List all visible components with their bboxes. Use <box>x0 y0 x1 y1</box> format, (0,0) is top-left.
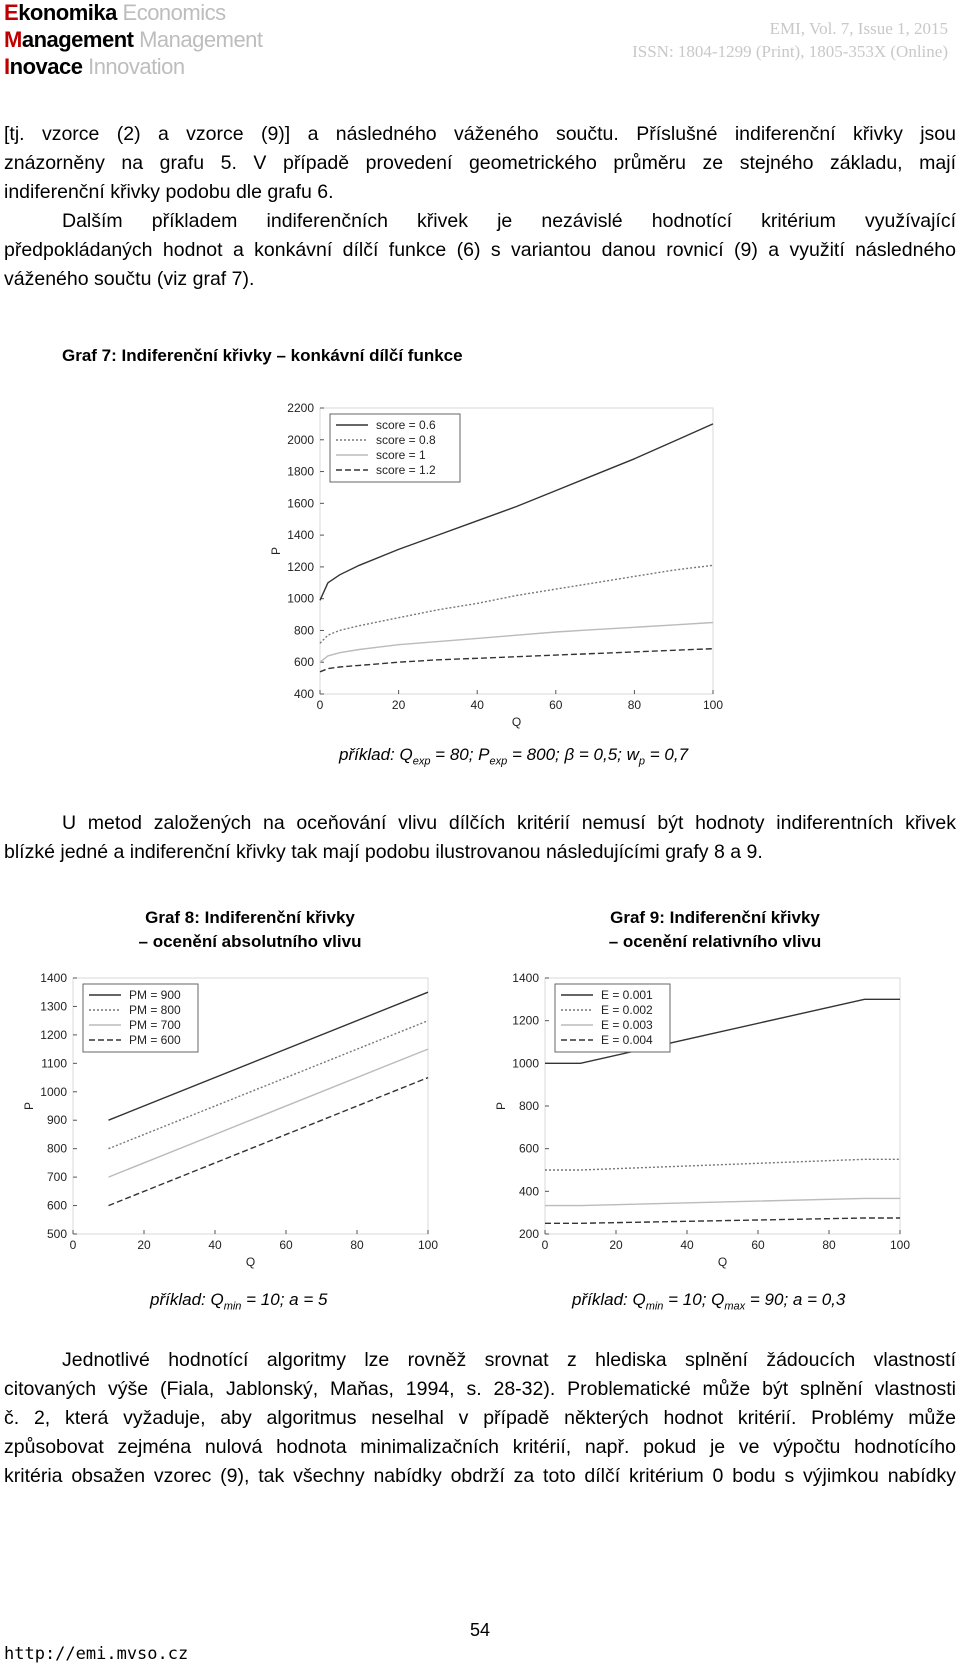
y-tick-label: 1200 <box>287 559 314 574</box>
y-tick-label: 600 <box>518 1141 539 1156</box>
y-tick-label: 800 <box>518 1099 539 1113</box>
text-line: váženého součtu (viz graf 7). <box>4 268 255 290</box>
text-line: č. 2, která vyžaduje, aby algoritmus neselhal v případě některých hodnot kritérií. Problémy může <box>4 1407 956 1429</box>
x-tick-label: 100 <box>417 1238 439 1252</box>
x-tick-label: 80 <box>350 1238 364 1252</box>
text-line: způsobovat zejména nulová hodnota minimalizačních kritérií, např. pokud je ve výpočtu hodnotícího <box>4 1436 956 1458</box>
paragraph-1 <box>4 120 956 207</box>
x-tick-label: 40 <box>470 698 484 712</box>
legend-label: PM = 900 <box>129 988 181 1002</box>
example-graf8: příklad: $Q_{min} = 10$; a = 5 <box>150 1290 328 1313</box>
x-tick-label: 100 <box>702 698 724 712</box>
legend-label: PM = 700 <box>129 1018 181 1032</box>
y-tick-label: 2000 <box>287 432 314 447</box>
text-line: [tj. vzorce (2) a vzorce (9)] a následného váženého součtu. Příslušné indiferenční křivky jsou <box>4 123 956 145</box>
legend-label: score = 0.6 <box>376 418 436 432</box>
y-tick-label: 1300 <box>40 999 67 1014</box>
legend-label: E = 0.001 <box>601 988 653 1002</box>
figure-caption-graf7: Graf 7: Indiferenční křivky – konkávní dílčí funkce <box>62 346 463 365</box>
text-line: znázorněny na grafu 5. V případě provedení geometrického průměru ze stejného základu, mají <box>4 152 956 174</box>
journal-issue: EMI, Vol. 7, Issue 1, 2015 <box>769 19 948 38</box>
x-tick-label: 0 <box>69 1238 77 1252</box>
text-line: Jednotlivé hodnotící algoritmy lze rovněž srovnat z hlediska splnění žádoucích vlastností <box>62 1349 956 1371</box>
text-line: indiferenční křivky podobu dle grafu 6. <box>4 181 334 203</box>
figure-caption-graf8: Graf 8: Indiferenční křivky – ocenění absolutního vlivu <box>138 908 362 951</box>
text-line: citovaných výše (Fiala, Jablonský, Maňas, 1994, s. 28-32). Problematické může být splnění vlastnosti <box>4 1378 956 1400</box>
y-tick-label: 600 <box>293 655 314 670</box>
y-tick-label: 1000 <box>40 1084 67 1099</box>
paragraph-4 <box>4 1346 956 1491</box>
x-tick-label: 0 <box>316 698 324 712</box>
legend-label: PM = 800 <box>129 1003 181 1017</box>
y-axis-label: P <box>22 1101 36 1111</box>
x-axis-label: Q <box>511 715 522 729</box>
x-tick-label: 20 <box>137 1238 151 1252</box>
x-tick-label: 20 <box>609 1238 623 1252</box>
x-tick-label: 40 <box>208 1238 222 1252</box>
y-tick-label: 500 <box>46 1227 67 1241</box>
y-tick-label: 1200 <box>512 1013 539 1028</box>
x-tick-label: 40 <box>680 1238 694 1252</box>
y-tick-label: 800 <box>46 1141 67 1156</box>
y-tick-label: 1400 <box>512 971 539 985</box>
journal-issn: ISSN: 1804-1299 (Print), 1805-353X (Online) <box>632 42 948 61</box>
chart-graf7 <box>265 398 725 738</box>
text-line: předpokládaných hodnot a konkávní dílčí funkce (6) s variantou danou rovnicí (9) a využití následného <box>4 239 956 261</box>
legend-label: score = 1.2 <box>376 463 436 477</box>
y-tick-label: 1400 <box>40 971 67 985</box>
legend-label: E = 0.003 <box>601 1018 653 1032</box>
x-axis-label: Q <box>245 1255 256 1269</box>
x-tick-label: 80 <box>627 698 642 712</box>
y-tick-label: 1000 <box>287 591 314 606</box>
chart-graf9 <box>482 968 912 1278</box>
legend-label: E = 0.004 <box>601 1033 653 1047</box>
x-tick-label: 100 <box>889 1238 911 1252</box>
x-tick-label: 80 <box>822 1238 836 1252</box>
legend-label: PM = 600 <box>129 1033 181 1047</box>
text-line: kritéria obsažen vzorec (9), tak všechny nabídky obdrží za toto dílčí kritérium 0 bodu s výjimkou nabídky <box>4 1465 956 1487</box>
y-tick-label: 1400 <box>287 528 314 543</box>
x-tick-label: 0 <box>541 1238 549 1252</box>
legend-label: score = 0.8 <box>376 433 436 447</box>
y-tick-label: 800 <box>293 623 314 638</box>
x-tick-label: 60 <box>751 1238 765 1252</box>
page-number: 54 <box>469 1620 491 1640</box>
y-tick-label: 1800 <box>287 464 314 479</box>
y-axis-label: P <box>269 546 283 556</box>
y-tick-label: 1200 <box>40 1027 67 1042</box>
logo-line-economics: Ekonomika Economics <box>4 0 226 25</box>
y-tick-label: 2200 <box>287 401 314 415</box>
example-graf9: příklad: $Q_{min} = 10$; $Q_{max} = 90$; a = 0,3 <box>572 1290 846 1313</box>
legend-label: score = 1 <box>376 448 426 462</box>
y-tick-label: 400 <box>293 687 314 701</box>
y-tick-label: 200 <box>518 1227 539 1241</box>
y-tick-label: 1000 <box>512 1056 539 1071</box>
y-tick-label: 700 <box>46 1170 67 1185</box>
x-tick-label: 20 <box>391 698 406 712</box>
logo-line-management: Management Management <box>4 27 263 52</box>
y-tick-label: 400 <box>518 1184 539 1199</box>
example-graf7: příklad: $Q_{exp} = 80$; $P_{exp} = 800$; β = 0,5; $w_p = 0,7$ <box>339 745 689 768</box>
footer-url[interactable]: http://emi.mvso.cz <box>4 1644 189 1664</box>
chart-graf8 <box>10 968 440 1278</box>
logo-line-innovation: Inovace Innovation <box>4 54 185 79</box>
paragraph-3 <box>4 809 956 867</box>
x-axis-label: Q <box>717 1255 728 1269</box>
y-tick-label: 900 <box>46 1113 67 1128</box>
legend-label: E = 0.002 <box>601 1003 653 1017</box>
y-tick-label: 1600 <box>287 496 314 511</box>
figure-caption-graf9: Graf 9: Indiferenční křivky – ocenění relativního vlivu <box>608 908 822 951</box>
y-axis-label: P <box>494 1101 508 1111</box>
x-tick-label: 60 <box>549 698 563 712</box>
y-tick-label: 1100 <box>41 1056 67 1071</box>
y-tick-label: 600 <box>46 1198 67 1213</box>
text-line: Dalším příkladem indiferenčních křivek je nezávislé hodnotící kritérium využívající <box>62 210 956 232</box>
paragraph-2 <box>4 207 956 294</box>
text-line: blízké jedné a indiferenční křivky tak mají podobu ilustrovanou následujícími grafy 8 a 9. <box>4 841 763 863</box>
x-tick-label: 60 <box>279 1238 293 1252</box>
text-line: U metod založených na oceňování vlivu dílčích kritérií nemusí být hodnoty indiferentních křivek <box>62 812 956 834</box>
